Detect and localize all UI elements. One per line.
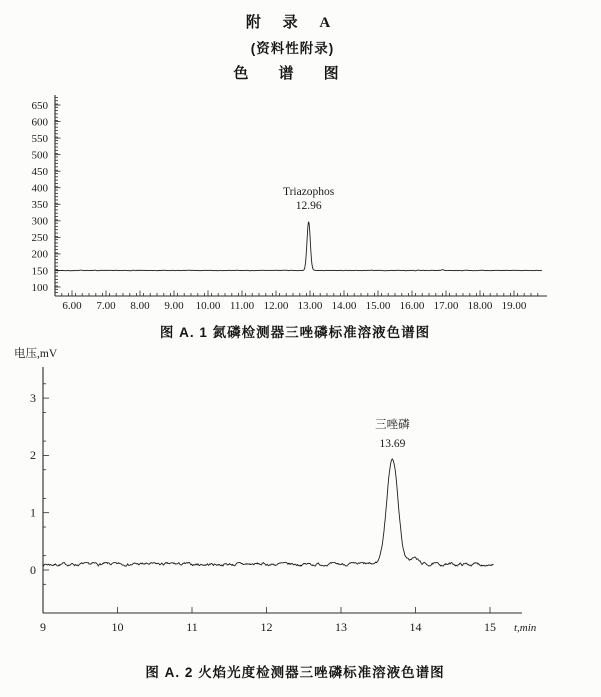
ticks — [43, 384, 490, 613]
x-axis-label: t,min — [514, 622, 537, 634]
y-tick-label: 450 — [31, 165, 48, 178]
x-tick-label: 6.00 — [62, 300, 82, 312]
appendix-title-block — [0, 11, 585, 83]
axes — [43, 367, 522, 613]
x-tick-label: 9 — [40, 620, 46, 634]
figure-a1-chromatogram — [0, 85, 601, 320]
y-tick-label: 200 — [31, 248, 48, 261]
chromatogram-trace — [56, 222, 542, 271]
y-tick-label: 100 — [31, 281, 48, 294]
x-tick-label: 10 — [111, 620, 124, 634]
x-tick-label: 13 — [335, 620, 347, 634]
x-tick-label: 13.00 — [297, 300, 323, 312]
appendix-title: 附 录 A — [245, 15, 340, 31]
y-tick-label: 250 — [31, 232, 48, 245]
figure-a2-chromatogram — [0, 340, 601, 645]
peak-name-label: 三唑磷 — [375, 419, 410, 431]
y-tick-label: 150 — [31, 265, 48, 278]
x-tick-label: 14 — [409, 620, 422, 634]
x-tick-label: 9.00 — [164, 300, 184, 312]
x-tick-label: 10.00 — [195, 300, 221, 312]
y-tick-label: 300 — [31, 215, 48, 228]
x-tick-label: 15 — [484, 620, 496, 634]
x-tick-label: 15.00 — [365, 300, 391, 312]
x-tick-label: 19.00 — [501, 300, 527, 312]
x-tick-label: 16.00 — [399, 300, 425, 312]
x-tick-label: 11.00 — [229, 300, 255, 312]
figure-a1 — [0, 85, 601, 320]
figure-a1-caption: 图 A. 1 氮磷检测器三唑磷标准溶液色谱图 — [159, 325, 431, 340]
x-tick-label: 11 — [186, 620, 198, 634]
peak-retention-time-label: 13.69 — [379, 438, 406, 450]
x-tick-label: 17.00 — [433, 300, 459, 312]
x-tick-label: 7.00 — [96, 300, 116, 312]
y-tick-label: 500 — [31, 149, 48, 162]
y-tick-label: 2 — [30, 448, 36, 463]
x-tick-label: 8.00 — [130, 300, 150, 312]
y-tick-label: 650 — [31, 99, 48, 112]
appendix-subtitle: (资料性附录) — [250, 41, 335, 56]
peak-name-label: Triazophos — [282, 186, 335, 198]
y-tick-label: 400 — [31, 182, 48, 195]
y-axis-label: 电压,mV — [14, 348, 58, 360]
x-tick-label: 12 — [260, 620, 273, 634]
x-tick-label: 14.00 — [331, 300, 357, 312]
y-tick-label: 0 — [30, 562, 36, 577]
figure-a2-caption: 图 A. 2 火焰光度检测器三唑磷标准溶液色谱图 — [145, 665, 445, 680]
x-tick-label: 18.00 — [467, 300, 493, 312]
peak-retention-time-label: 12.96 — [295, 200, 322, 212]
y-tick-label: 550 — [31, 132, 48, 145]
chromatogram-trace — [43, 459, 494, 566]
y-tick-label: 1 — [30, 505, 36, 520]
figure-a2 — [0, 340, 601, 645]
y-tick-label: 350 — [31, 199, 48, 212]
y-tick-label: 600 — [31, 116, 48, 129]
x-tick-label: 12.00 — [263, 300, 289, 312]
y-tick-label: 3 — [30, 390, 36, 405]
appendix-section-title: 色 谱 图 — [233, 65, 352, 82]
